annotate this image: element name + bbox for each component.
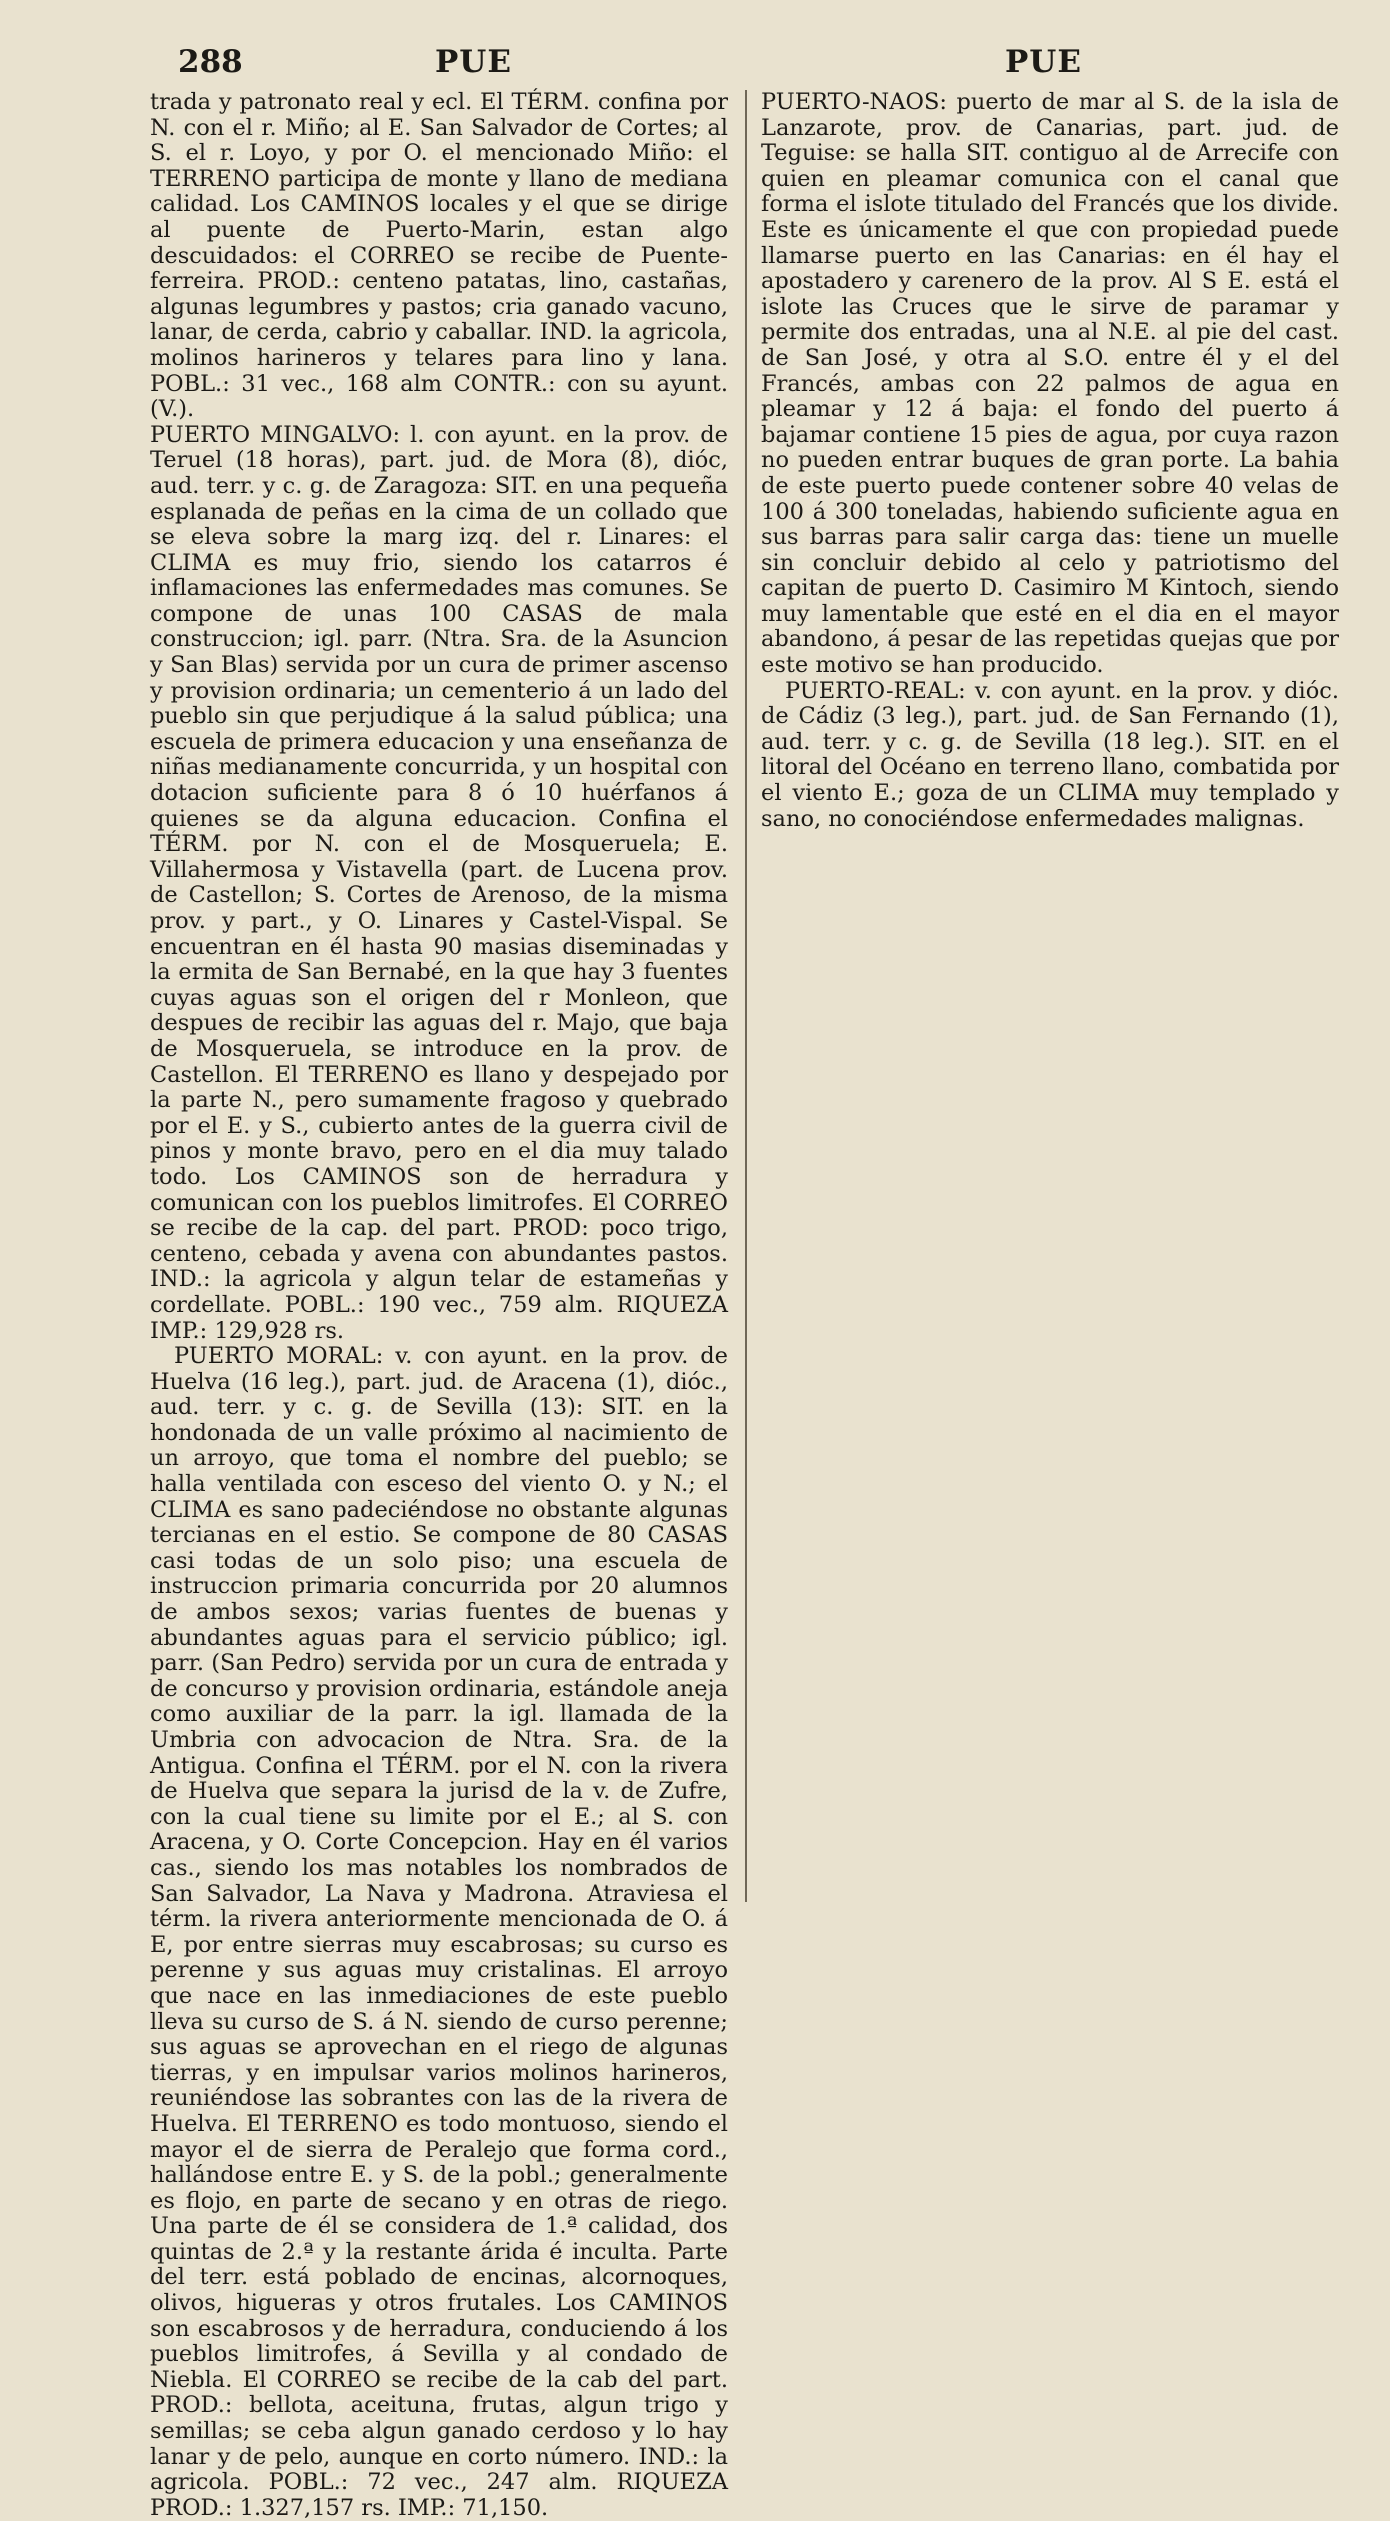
running-head-left: PUE — [435, 44, 512, 80]
entry-headword: PUERTO-REAL — [785, 677, 959, 704]
entry-text: : v. con ayunt. en la prov. y dióc. de Cádiz (3 leg.), part. jud. de San Fernando (1), aud. terr. y c. g. de Sevilla (18 leg.). SIT. en el litoral del Océano en terreno llano, combatida por el viento E.; goza de un CLIMA muy templado y sano, no conociéndose enfermedades malignas. — [761, 677, 1339, 832]
page-header — [0, 44, 1390, 84]
entry-puerto-naos — [761, 90, 1339, 679]
page-number: 288 — [178, 44, 243, 80]
entry-headword: PUERTO MORAL — [174, 1343, 376, 1370]
entry-headword: PUERTO-NAOS — [761, 89, 940, 115]
continued-entry-text: trada y patronato real y ecl. El TÉRM. confina por N. con el r. Miño; al E. San Salvador de Cortes; al S. el r. Loyo, y por O. el mencionado Miño: el TERRENO participa de monte y llano de mediana calidad. Los CAMINOS locales y el que se dirige al puente de Puerto-Marin, estan algo descuidados: el CORREO se recibe de Puente-ferreira. PROD.: centeno patatas, lino, castañas, algunas legumbres y pastos; cria ganado vacuno, lanar, de cerda, cabrio y caballar. IND. la agricola, molinos harineros y telares para lino y lana. POBL.: 31 vec., 168 alm CONTR.: con su ayunt. (V.). — [150, 89, 728, 423]
entry-puerto-moral — [150, 1344, 728, 2521]
running-head-right: PUE — [1005, 44, 1082, 80]
column-divider — [745, 90, 747, 1902]
entry-headword: PUERTO MINGALVO — [150, 421, 393, 448]
entry-puerto-real — [761, 679, 1339, 833]
entry-text: : puerto de mar al S. de la isla de Lanzarote, prov. de Canarias, part. jud. de Teguise: se halla SIT. contiguo al de Arrecife con quien en pleamar comunica con el canal que forma el islote titulado del Francés que los divide. Este es únicamente el que con propiedad puede llamarse puerto en las Canarias: en él hay el apostadero y carenero de la prov. Al S E. está el islote las Cruces que le sirve de paramar y permite dos entradas, una al N.E. al pie del cast. de San José, y otra al S.O. entre él y el del Francés, ambas con 22 palmos de agua en pleamar y 12 á baja: el fondo del puerto á bajamar contiene 15 pies de agua, por cuya razon no pueden entrar buques de gran porte. La bahia de este puerto puede contener sobre 40 velas de 100 á 300 toneladas, habiendo suficiente agua en sus barras para salir carga das: tiene un muelle sin concluir debido al celo y patriotismo del capitan de puerto D. Casimiro M Kintoch, siendo muy lamentable que esté en el dia en el mayor abandono, á pesar de las repetidas quejas que por este motivo se han producido. — [761, 89, 1339, 679]
right-column — [761, 90, 1339, 1902]
entry-puerto-mingalvo — [150, 423, 728, 1344]
entry-text: : l. con ayunt. en la prov. de Teruel (18 horas), part. jud. de Mora (8), dióc, aud. terr. y c. g. de Zaragoza: SIT. en una pequeña esplanada de peñas en la cima de un collado que se eleva sobre la marg izq. del r. Linares: el CLIMA es muy frio, siendo los catarros é inflamaciones las enfermedades mas comunes. Se compone de unas 100 CASAS de mala construccion; igl. parr. (Ntra. Sra. de la Asuncion y San Blas) servida por un cura de primer ascenso y provision ordinaria; un cementerio á un lado del pueblo sin que perjudique á la salud pública; una escuela de primera educacion y una enseñanza de niñas medianamente concurrida, y un hospital con dotacion suficiente para 8 ó 10 huérfanos á quienes se da alguna educacion. Confina el TÉRM. por N. con el de Mosqueruela; E. Villahermosa y Vistavella (part. de Lucena prov. de Castellon; S. Cortes de Arenoso, de la misma prov. y part., y O. Linares y Castel-Vispal. Se encuentran en él hasta 90 masias diseminadas y la ermita de San Bernabé, en la que hay 3 fuentes cuyas aguas son el origen del r Monleon, que despues de recibir las aguas del r. Majo, que baja de Mosqueruela, se introduce en la prov. de Castellon. El TERRENO es llano y despejado por la parte N., pero sumamente fragoso y quebrado por el E. y S., cubierto antes de la guerra civil de pinos y monte bravo, pero en el dia muy talado todo. Los CAMINOS son de herradura y comunican con los pueblos limitrofes. El CORREO se recibe de la cap. del part. PROD: poco trigo, centeno, cebada y avena con abundantes pastos. IND.: la agricola y algun telar de estameñas y cordellate. POBL.: 190 vec., 759 alm. RIQUEZA IMP.: 129,928 rs. — [150, 421, 728, 1344]
left-column — [150, 89, 728, 2521]
entry-text: : v. con ayunt. en la prov. de Huelva (16 leg.), part. jud. de Aracena (1), dióc., aud. terr. y c. g. de Sevilla (13): SIT. en la hondonada de un valle próximo al nacimiento de un arroyo, que toma el nombre del pueblo; se halla ventilada con esceso del viento O. y N.; el CLIMA es sano padeciéndose no obstante algunas tercianas en el estio. Se compone de 80 CASAS casi todas de un solo piso; una escuela de instruccion primaria concurrida por 20 alumnos de ambos sexos; varias fuentes de buenas y abundantes aguas para el servicio público; igl. parr. (San Pedro) servida por un cura de entrada y de concurso y provision ordinaria, estándole aneja como auxiliar de la parr. la igl. llamada de la Umbria con advocacion de Ntra. Sra. de la Antigua. Confina el TÉRM. por el N. con la rivera de Huelva que separa la jurisd de la v. de Zufre, con la cual tiene su limite por el E.; al S. con Aracena, y O. Corte Concepcion. Hay en él varios cas., siendo los mas notables los nombrados de San Salvador, La Nava y Madrona. Atraviesa el térm. la rivera anteriormente mencionada de O. á E, por entre sierras muy escabrosas; su curso es perenne y sus aguas muy cristalinas. El arroyo que nace en las inmediaciones de este pueblo lleva su curso de S. á N. siendo de curso perenne; sus aguas se aprovechan en el riego de algunas tierras, y en impulsar varios molinos harineros, reuniéndose las sobrantes con las de la rivera de Huelva. El TERRENO es todo montuoso, siendo el mayor el de sierra de Peralejo que forma cord., hallándose entre E. y S. de la pobl.; generalmente es flojo, en parte de secano y en otras de riego. Una parte de él se considera de 1.ª calidad, dos quintas de 2.ª y la restante árida é inculta. Parte del terr. está poblado de encinas, alcornoques, olivos, higueras y otros frutales. Los CAMINOS son escabrosos y de herradura, conduciendo á los pueblos limitrofes, á Sevilla y al condado de Niebla. El CORREO se recibe de la cab del part. PROD.: bellota, aceituna, frutas, algun trigo y semillas; se ceba algun ganado cerdoso y lo hay lanar y de pelo, aunque en corto número. IND.: la agricola. POBL.: 72 vec., 247 alm. RIQUEZA PROD.: 1.327,157 rs. IMP.: 71,150. — [150, 1343, 728, 2521]
